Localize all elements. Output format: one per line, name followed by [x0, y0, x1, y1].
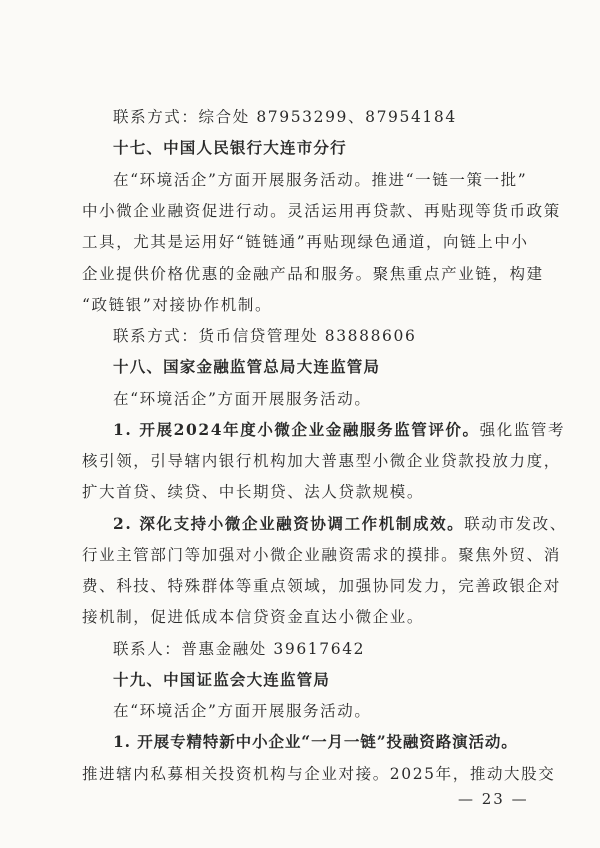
- section-18-item-2-text: 联动市发改、: [464, 515, 567, 533]
- section-18-contact: 联系人：普惠金融处 39617642: [113, 640, 366, 658]
- section-18-item-2-line-1: [113, 514, 567, 534]
- contact-general: 联系方式：综合处 87953299、87954184: [113, 108, 457, 126]
- section-18-item-1-line-1: [113, 420, 566, 440]
- page-number: — 23 —: [458, 790, 529, 808]
- section-19-intro: 在“环境活企”方面开展服务活动。: [113, 702, 372, 720]
- section-17-line-4: 企业提供价格优惠的金融产品和服务。聚焦重点产业链，构建: [82, 265, 544, 283]
- section-19-heading: 十九、中国证监会大连监管局: [113, 671, 331, 689]
- section-17-heading: 十七、中国人民银行大连市分行: [113, 139, 347, 157]
- section-18-item-1-line-3: 扩大首贷、续贷、中长期贷、法人贷款规模。: [82, 483, 425, 501]
- section-18-item-1-text: 强化监管考: [479, 421, 566, 439]
- section-17-line-1: 在“环境活企”方面开展服务活动。推进“一链一策一批”: [113, 171, 528, 189]
- section-18-item-2-lead: 2. 深化支持小微企业融资协调工作机制成效。: [113, 514, 465, 533]
- section-19-item-1-lead: 1. 开展专精特新中小企业“一月一链”投融资路演活动。: [113, 732, 518, 751]
- section-18-intro: 在“环境活企”方面开展服务活动。: [113, 390, 372, 408]
- section-17-line-3: 工具，尤其是运用好“链链通”再贴现绿色通道，向链上中小: [82, 233, 529, 251]
- section-18-item-1-line-2: 核引领，引导辖内银行机构加大普惠型小微企业贷款投放力度，: [82, 452, 561, 470]
- section-19-item-1-line-2: 推进辖内私募相关投资机构与企业对接。2025年，推动大股交: [82, 765, 556, 783]
- section-18-item-2-line-2: 行业主管部门等加强对小微企业融资需求的摸排。聚焦外贸、消: [82, 546, 561, 564]
- section-18-heading: 十八、国家金融监管总局大连监管局: [113, 358, 381, 376]
- section-18-item-1-lead: 1. 开展2024年度小微企业金融服务监管评价。: [113, 420, 480, 439]
- section-18-item-2-line-3: 费、科技、特殊群体等重点领域，加强协同发力，完善政银企对: [82, 577, 561, 595]
- section-18-item-2-line-4: 接机制，促进低成本信贷资金直达小微企业。: [82, 608, 425, 626]
- section-17-line-5: “政链银”对接协作机制。: [82, 296, 273, 314]
- section-17-contact: 联系方式：货币信贷管理处 83888606: [113, 327, 417, 345]
- section-17-line-2: 中小微企业融资促进行动。灵活运用再贷款、再贴现等货币政策: [82, 202, 561, 220]
